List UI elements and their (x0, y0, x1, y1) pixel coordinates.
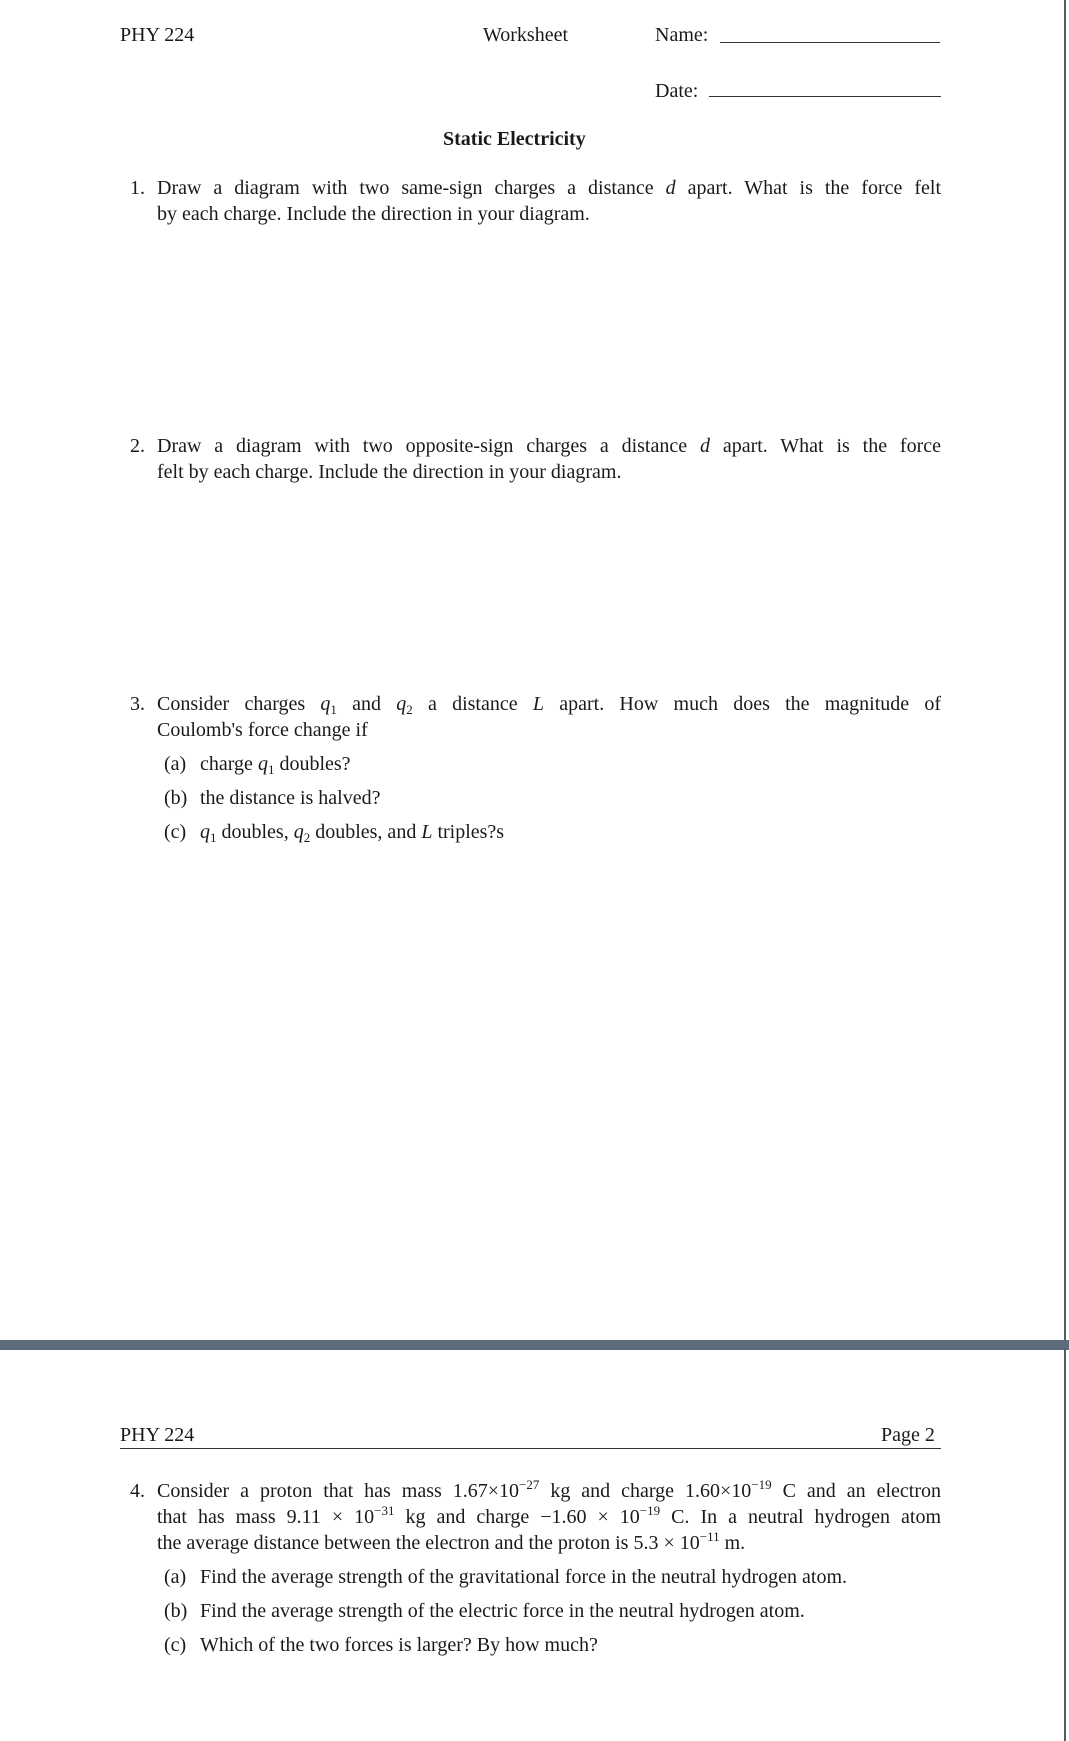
page-right-edge-lower (1064, 1348, 1066, 1741)
q4-part-a-label: (a) (164, 1566, 187, 1588)
q4-part-c-label: (c) (164, 1634, 187, 1656)
q1-number: 1. (130, 177, 145, 199)
q2-line1: Draw a diagram with two opposite-sign charges a distance d apart. What is the force (157, 435, 942, 457)
q3-line2: Coulomb's force change if (157, 719, 368, 741)
page-title: Static Electricity (443, 128, 586, 150)
q4-part-c-text: Which of the two forces is larger? By how much? (200, 1634, 598, 1656)
q3-part-c-text: $q_1$ doubles, $q_2$ doubles, and L triples?s (200, 821, 505, 845)
name-label: Name: (655, 24, 709, 46)
q1-var-d: d (665, 177, 676, 199)
q4-line3: the average distance between the electron and the proton is $5.3 \times 10^{-11}$ m. (157, 1529, 746, 1554)
date-field[interactable] (709, 96, 941, 97)
page2-course-code: PHY 224 (120, 1424, 195, 1446)
q3-part-b-label: (b) (164, 787, 188, 809)
q2-number: 2. (130, 435, 145, 457)
q1-line2: by each charge. Include the direction in your diagram. (157, 203, 590, 225)
page2-header-rule (120, 1448, 941, 1449)
page2-number: Page 2 (881, 1424, 935, 1446)
q4-line1: Consider a proton that has mass $1.67\times 10^{-27}$ kg and charge $1.60\times 10^{-19}$ C and an electron (157, 1477, 942, 1502)
q3-part-a-label: (a) (164, 753, 187, 775)
q1-line1 (157, 175, 941, 201)
q4-number: 4. (130, 1480, 145, 1502)
doc-type: Worksheet (483, 24, 569, 46)
page-separator (0, 1340, 1069, 1350)
q3-part-a-text: charge $q_1$ doubles? (200, 753, 351, 777)
q3-line1: Consider charges $q_1$ and $q_2$ a distance L apart. How much does the magnitude of (157, 693, 942, 717)
q4-part-b-label: (b) (164, 1600, 188, 1622)
course-code: PHY 224 (120, 24, 195, 46)
q3-number: 3. (130, 693, 145, 715)
q2-line2: felt by each charge. Include the direction in your diagram. (157, 461, 622, 483)
q4-part-b-text: Find the average strength of the electric force in the neutral hydrogen atom. (200, 1600, 805, 1622)
q1-text-a: Draw a diagram with two same-sign charges a distance (157, 177, 654, 199)
q4-line2: that has mass $9.11 \times 10^{-31}$ kg and charge $-1.60 \times 10^{-19}$ C. In a neutral hydrogen atom (157, 1503, 942, 1528)
name-field[interactable] (720, 42, 940, 43)
date-label: Date: (655, 80, 699, 102)
q4-part-a-text: Find the average strength of the gravitational force in the neutral hydrogen atom. (200, 1566, 848, 1588)
q1-text-b: apart. What is the force felt (687, 177, 942, 199)
q3-part-c-label: (c) (164, 821, 187, 843)
q3-part-b-text: the distance is halved? (200, 787, 381, 809)
